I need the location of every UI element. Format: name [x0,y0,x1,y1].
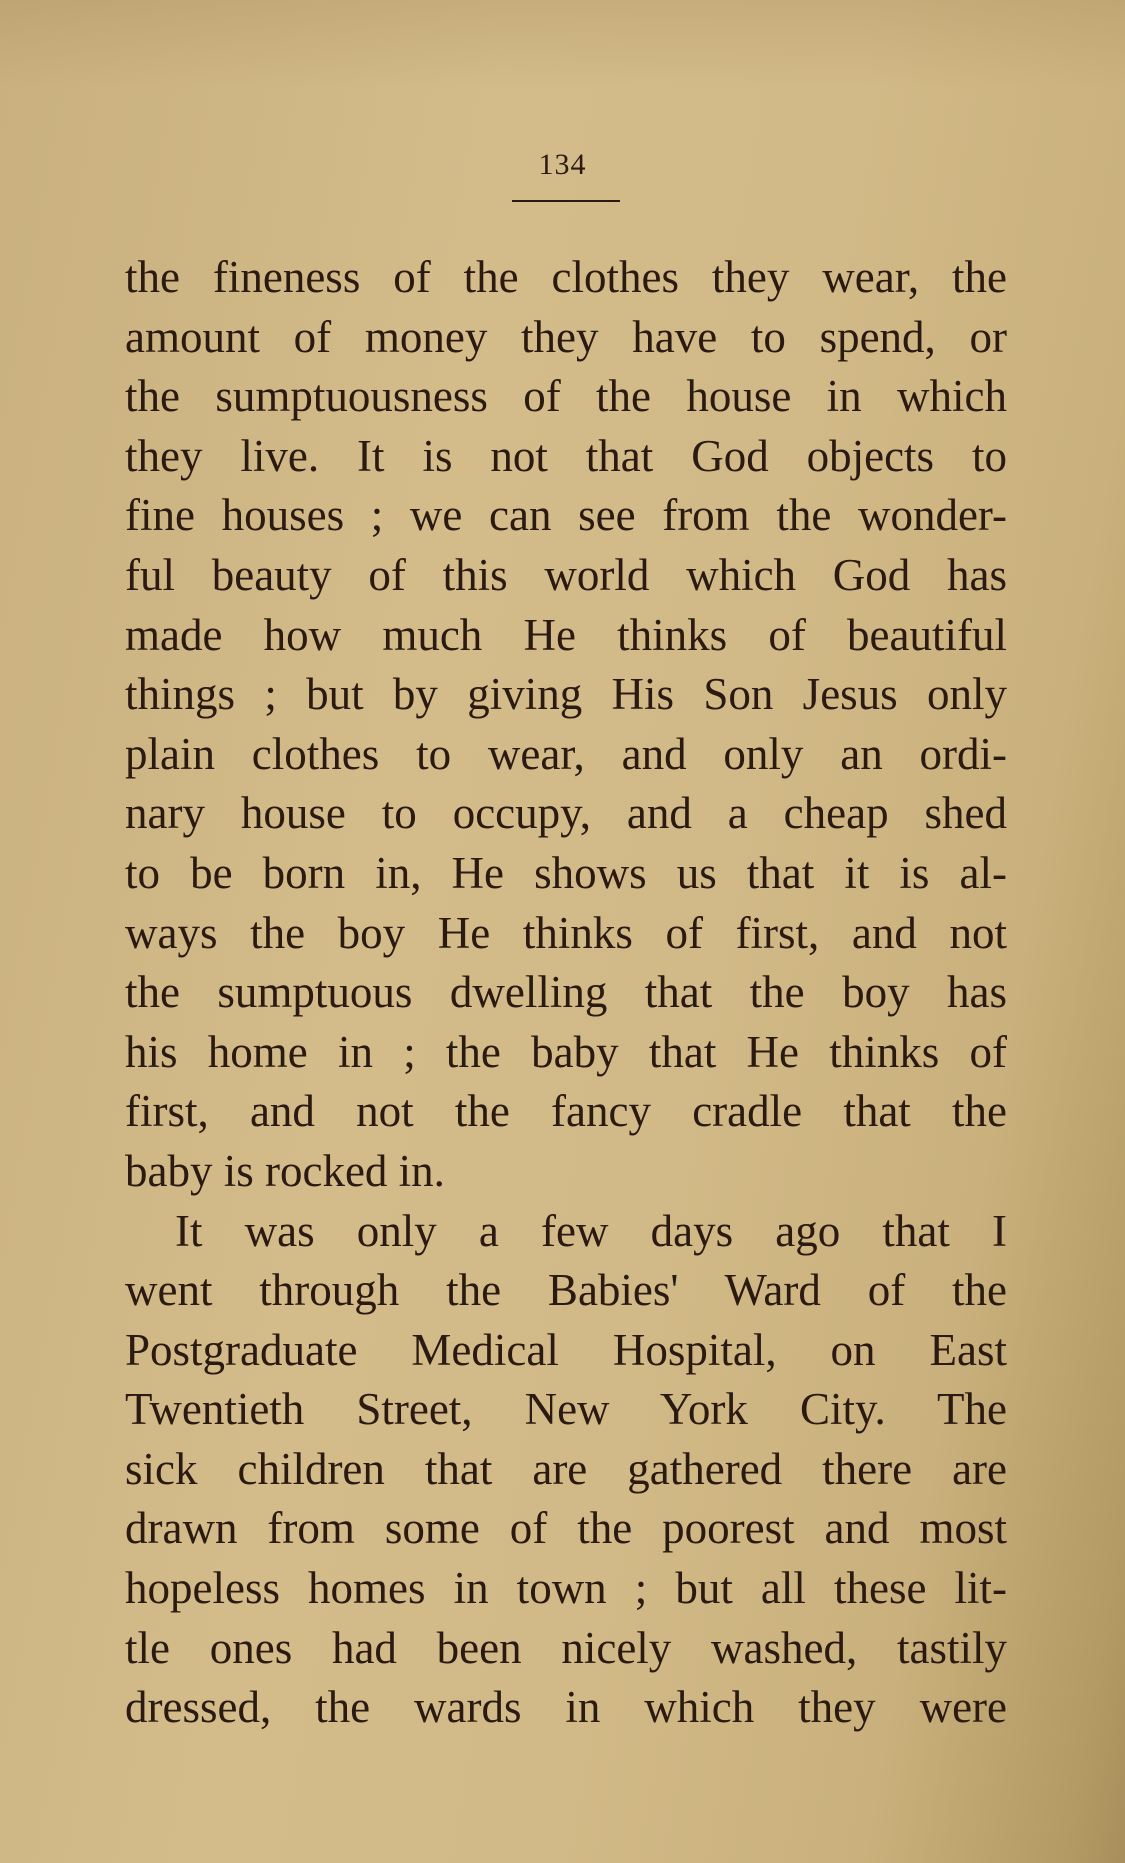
text-line: nary house to occupy, and a cheap shed [125,788,1007,839]
text-line: tle ones had been nicely washed, tastily [125,1622,1007,1673]
text-line: ful beauty of this world which God has [125,549,1007,600]
text-line: ways the boy He thinks of first, and not [125,907,1007,958]
text-line: It was only a few days ago that I [175,1205,1007,1256]
text-line: they live. It is not that God objects to [125,430,1007,481]
text-line: the fineness of the clothes they wear, the [125,252,1007,302]
text-line: plain clothes to wear, and only an ordi- [125,728,1007,779]
text-line: things ; but by giving His Son Jesus only [125,669,1007,720]
page-edge-shadow [0,0,1125,90]
text-line: baby is rocked in. [125,1145,445,1196]
text-line: dressed, the wards in which they were [125,1682,1007,1733]
paragraph-1 [125,248,1007,1202]
text-line: made how much He thinks of beautiful [125,609,1007,660]
text-line: sick children that are gathered there are [125,1443,1007,1494]
text-line: the sumptuous dwelling that the boy has [125,967,1007,1018]
text-line: hopeless homes in town ; but all these lit- [125,1563,1007,1614]
page-number-rule [512,200,620,202]
text-line: his home in ; the baby that He thinks of [125,1026,1007,1077]
text-line: fine houses ; we can see from the wonder- [125,490,1007,541]
text-line: first, and not the fancy cradle that the [125,1086,1007,1137]
text-line: Twentieth Street, New York City. The [125,1384,1007,1435]
text-line: to be born in, He shows us that it is al- [125,847,1007,898]
text-line: the sumptuousness of the house in which [125,371,1007,422]
text-line: amount of money they have to spend, or [125,311,1007,362]
text-line: Postgraduate Medical Hospital, on East [125,1324,1007,1375]
body-text [125,248,1007,1738]
text-line: drawn from some of the poorest and most [125,1503,1007,1554]
paragraph-2 [125,1202,1007,1738]
text-line: went through the Babies' Ward of the [125,1265,1007,1316]
page-number: 134 [538,148,587,181]
